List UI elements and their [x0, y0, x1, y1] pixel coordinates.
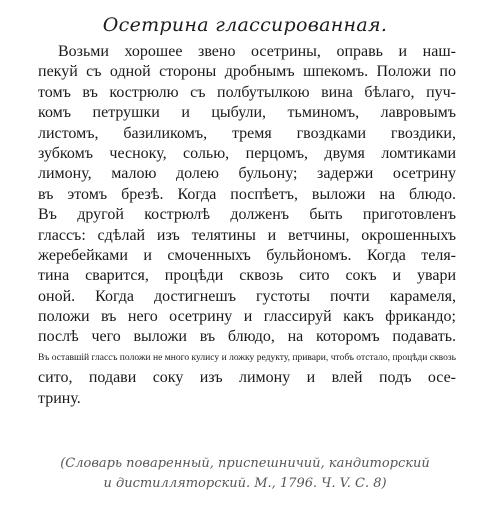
- body-line: послѣ чего выложи въ блюдо, на которомъ подавать.: [38, 328, 456, 346]
- citation-line: и дистилляторский. М., 1796. Ч. V. С. 8): [103, 476, 387, 491]
- body-line: Возьми хорошее звено осетрины, оправь и наш-: [58, 43, 456, 60]
- body-line: листомъ, базиликомъ, тремя гвоздками гвоздики,: [38, 124, 456, 142]
- body-line: сито, подави соку изъ лимону и влей подъ осе-: [38, 369, 456, 387]
- citation-line: (Словарь поваренный, приспешничий, кандиторский: [60, 456, 430, 471]
- source-citation: [0, 454, 490, 494]
- body-line: Въ другой кострюлѣ долженъ быть приготовленъ: [38, 206, 456, 224]
- body-line: глассъ: сдѣлай изъ телятины и ветчины, окрошенныхъ: [38, 226, 456, 244]
- body-line: положи въ него осетрину и глассируй какъ фрикандо;: [38, 308, 456, 326]
- body-line: оной. Когда достигнешъ густоты почти карамеля,: [38, 287, 456, 305]
- body-line: зубкомъ чесноку, солью, перцомъ, двумя ломтиками: [38, 144, 456, 162]
- body-line: трину.: [38, 389, 81, 407]
- body-line: томъ въ кострюлю съ полбутылкою вина бѣлаго, пуч-: [38, 83, 456, 101]
- recipe-body: [38, 42, 456, 409]
- body-line: лимону, малою долею бульону; задержи осетрину: [38, 165, 456, 183]
- body-line: Въ оставшій глассъ положи не много кулису и ложку редукту, привари, чтобъ отстало, процѣди сквозь: [38, 351, 456, 363]
- body-line: въ этомъ брезѣ. Когда поспѣетъ, выложи на блюдо.: [38, 185, 456, 203]
- body-line: комъ петрушки и цыбули, тьминомъ, лавровымъ: [38, 104, 456, 122]
- body-line: жеребейками и смоченныхъ бульйономъ. Когда теля-: [38, 246, 456, 264]
- recipe-title: Осетрина глассированная.: [102, 14, 388, 36]
- body-line: пекуй съ одной стороны дробнымъ шпекомъ. Положи по: [38, 63, 456, 81]
- body-line: тина сварится, процѣди сквозь сито сокъ и увари: [38, 267, 456, 285]
